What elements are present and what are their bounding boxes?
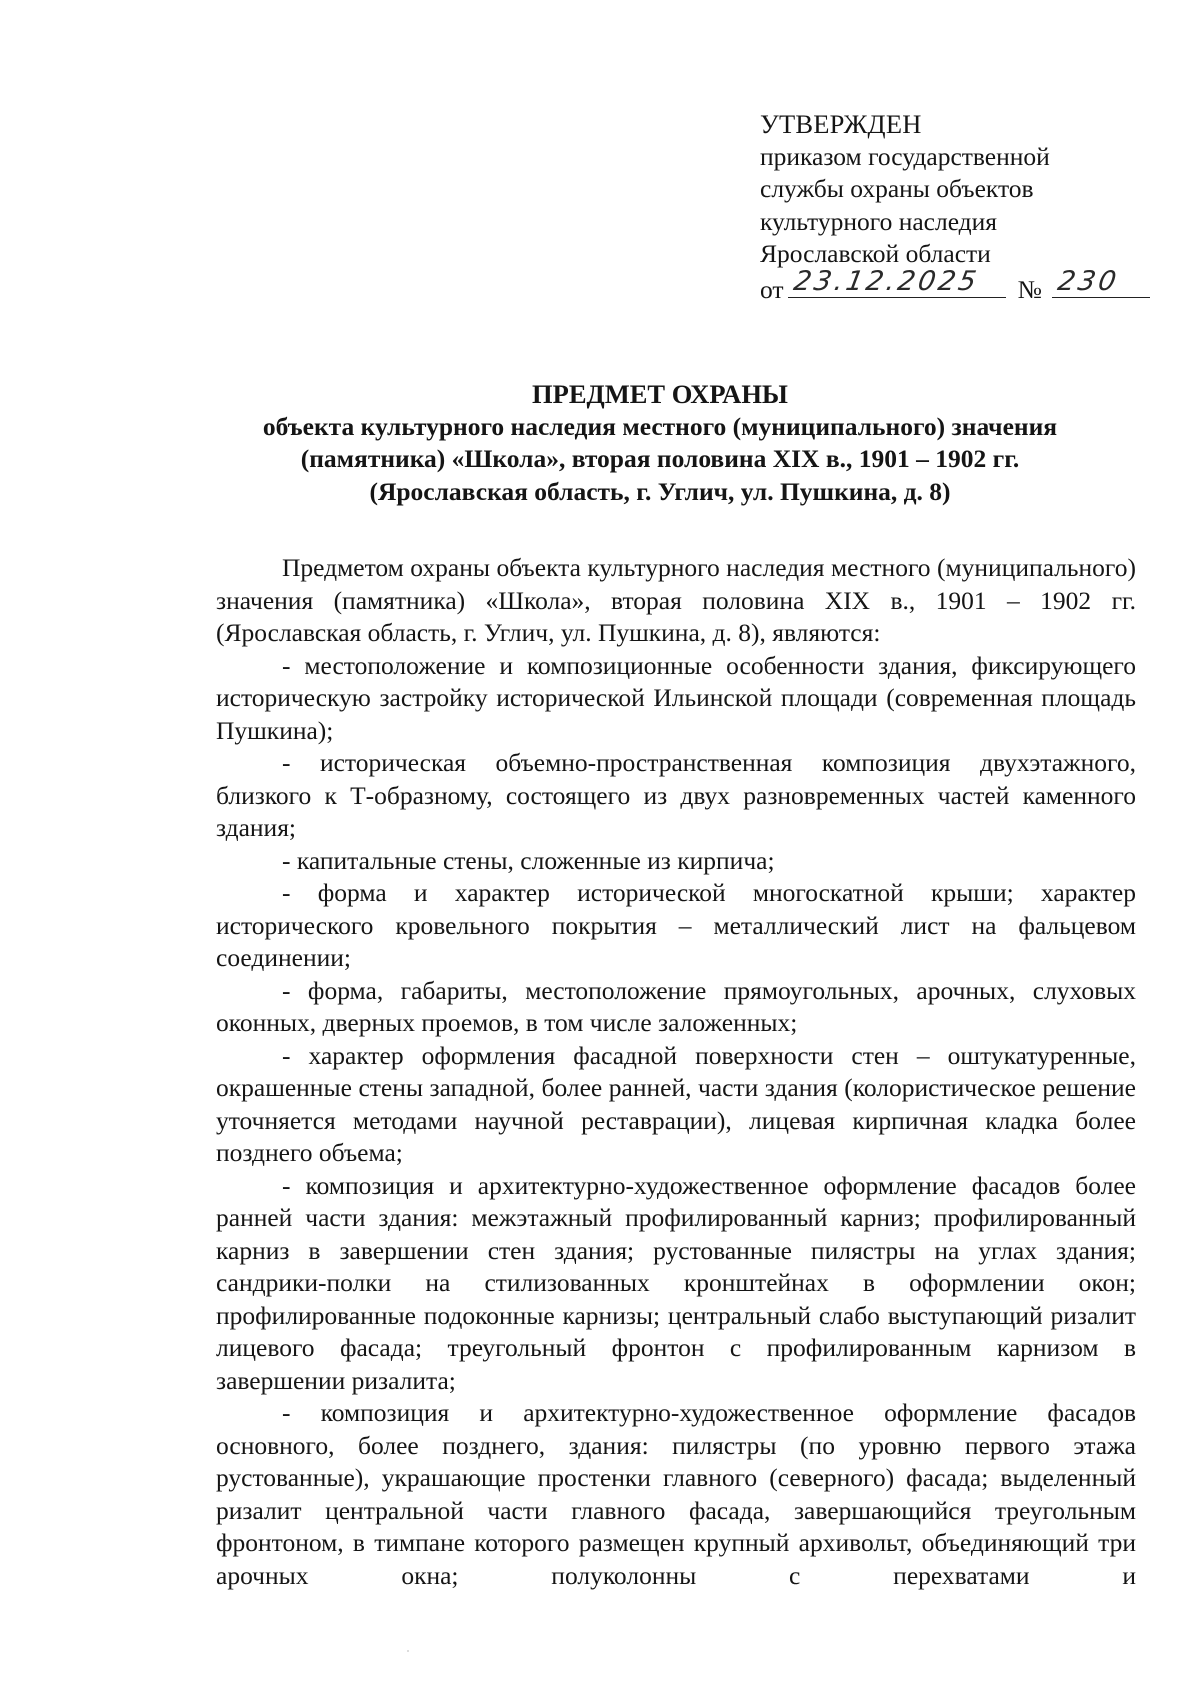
body-paragraph: - форма и характер исторической многоскатной крыши; характер исторического кровельного покрытия – металлический лист на фальцевом соединении; — [216, 878, 1136, 972]
body-paragraph: - форма, габариты, местоположение прямоугольных, арочных, слуховых оконных, дверных проемов, в том числе заложенных; — [216, 975, 1136, 1037]
body-paragraph: - историческая объемно-пространственная композиция двухэтажного, близкого к Т-образному, состоящего из двух разновременных частей каменного здания; — [216, 748, 1136, 842]
approval-line: приказом государственной — [760, 141, 1050, 171]
approval-line: культурного наследия — [760, 206, 998, 236]
body-paragraph: - местоположение и композиционные особенности здания, фиксирующего историческую застройку исторической Ильинской площади (современная площадь Пушкина); — [216, 650, 1136, 745]
date-field — [788, 266, 1006, 298]
approval-date-line — [760, 266, 1160, 307]
document-body — [216, 552, 1136, 1592]
body-paragraph: - композиция и архитектурно-художественное оформление фасадов более ранней части здания: межэтажный профилированный карниз; профилированный карниз в завершении стен здания; рустованные пилястры на углах здания; сандрики-полки на стилизованных кронштейнах в оформлении окон; профилированные подоконные карнизы; центральный слабо выступающий ризалит лицевого фасада; треугольный фронтон с профилированным карнизом в завершении ризалита; — [216, 1170, 1136, 1395]
scan-speck — [407, 1650, 409, 1652]
title-subline: объекта культурного наследия местного (муниципального) значения — [262, 411, 1058, 441]
body-paragraph: - капитальные стены, сложенные из кирпича; — [282, 845, 775, 875]
approval-heading: УТВЕРЖДЕН — [760, 109, 922, 139]
title-subline: (памятника) «Школа», вторая половина XIX в., 1901 – 1902 гг. — [300, 444, 1020, 473]
body-paragraph: Предметом охраны объекта культурного наследия местного (муниципального) значения (памятника) «Школа», вторая половина XIX в., 1901 – 1902 гг. (Ярославская область, г. Углич, ул. Пушкина, д. 8), являются: — [216, 553, 1136, 647]
title-main: ПРЕДМЕТ ОХРАНЫ — [532, 379, 788, 409]
document-title — [200, 378, 1120, 508]
handwritten-date: 23.12.2025 — [790, 266, 982, 297]
approval-line: службы охраны объектов — [760, 174, 1034, 203]
handwritten-number: 230 — [1055, 266, 1122, 297]
number-label: № — [1017, 274, 1042, 304]
body-paragraph: - композиция и архитектурно-художественное оформление фасадов основного, более позднего, здания: пилястры (по уровню первого этажа рустованные), украшающие простенки главного (северного) фасада; выделенный ризалит центральной части главного фасада, завершающийся треугольным фронтоном, в тимпане которого размещен крупный архивольт, объединяющий три арочных окна; полуколонны с перехватами и — [216, 1398, 1136, 1590]
approval-line: Ярославской области — [760, 239, 991, 268]
date-prefix: от — [760, 274, 784, 304]
number-field — [1052, 266, 1150, 298]
body-paragraph: - характер оформления фасадной поверхности стен – оштукатуренные, окрашенные стены западной, более ранней, части здания (колористическое решение уточняется методами научной реставрации), лицевая кирпичная кладка более позднего объема; — [216, 1040, 1136, 1167]
title-subline: (Ярославская область, г. Углич, ул. Пушкина, д. 8) — [369, 476, 951, 506]
approval-stamp-block — [760, 108, 1160, 306]
